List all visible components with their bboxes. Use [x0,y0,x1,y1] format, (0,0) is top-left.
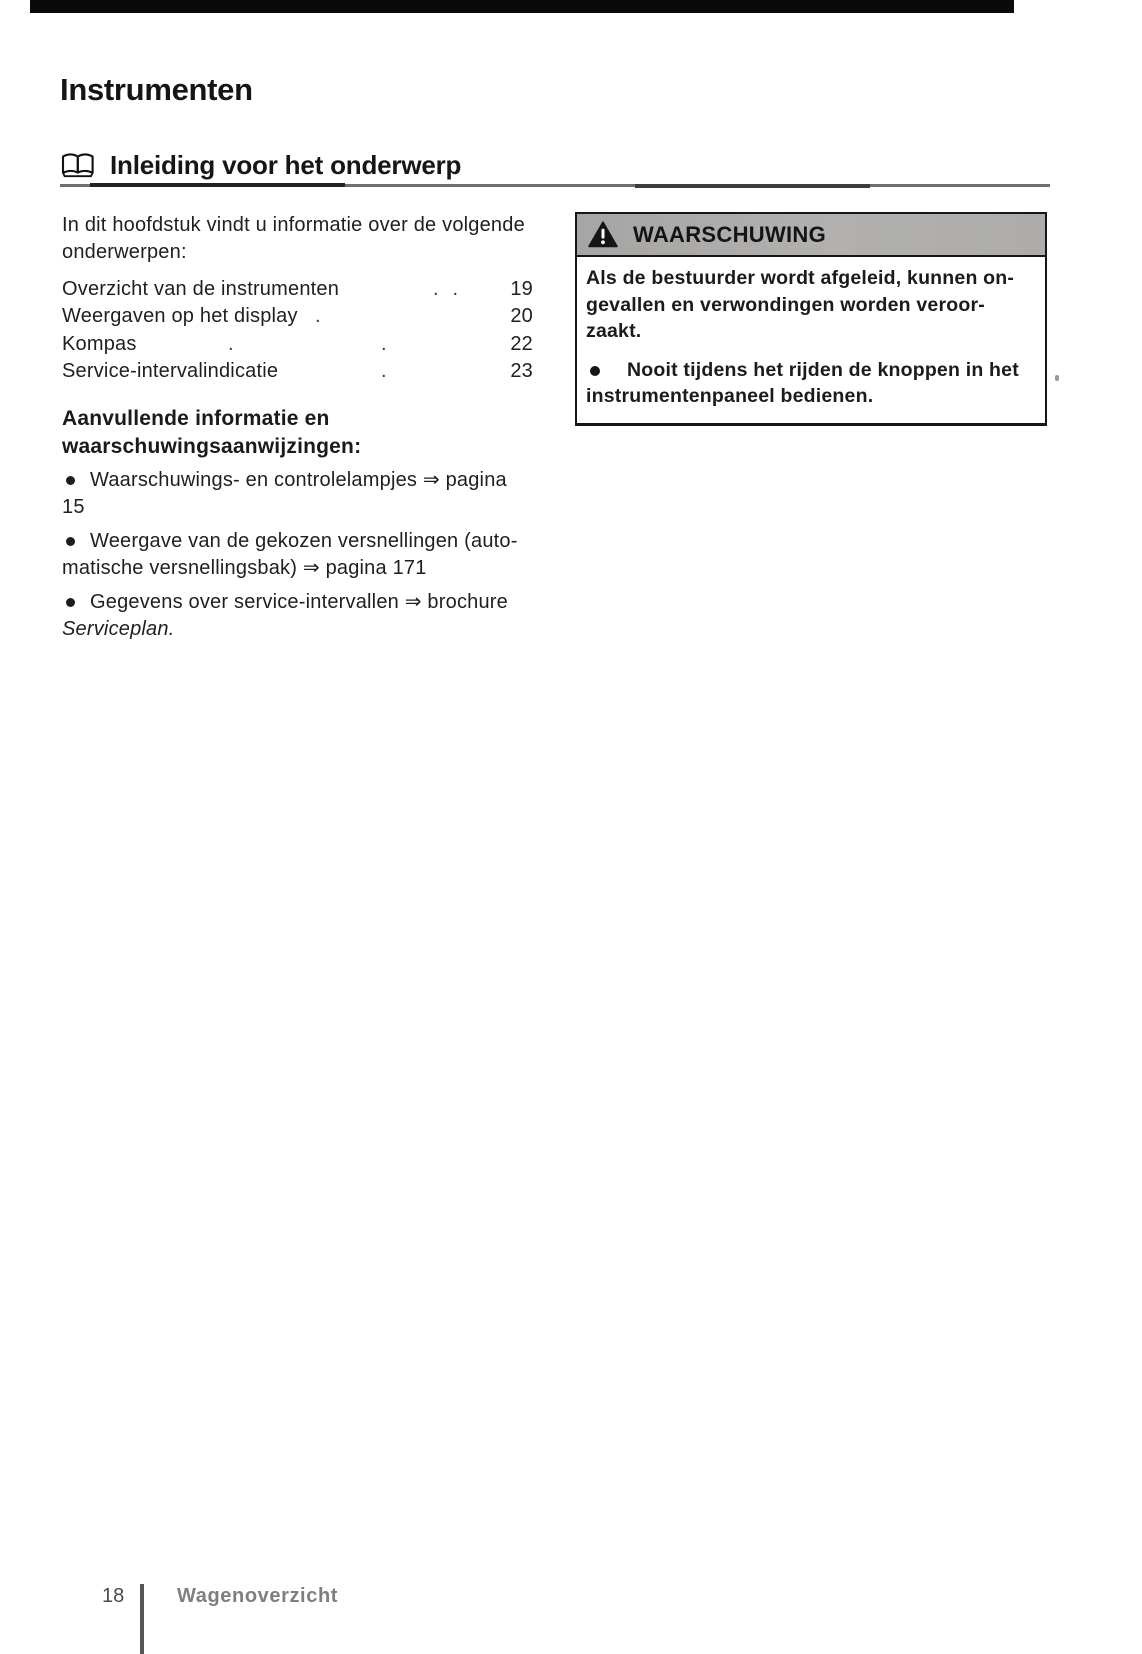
warning-body [577,257,1045,423]
toc-label: Overzicht van de instrumenten [62,278,340,300]
toc-leader-dots: . [381,360,387,383]
list-item-line: Serviceplan. [62,617,175,640]
chapter-title: Instrumenten [60,72,253,107]
heading-line: Aanvullende informatie en [62,406,330,430]
intro-line: In dit hoofdstuk vindt u informatie over de volgende [62,214,525,236]
toc-page-number: 19 [510,278,533,300]
table-of-contents [62,276,533,386]
additional-info-list [62,467,533,643]
warning-header [577,214,1045,257]
heading-rule [60,184,1050,187]
toc-row [62,331,533,358]
additional-info-heading [62,405,533,462]
warning-text-line: Als de bestuurder wordt afgeleid, kunnen on- [586,267,1015,289]
list-item [62,589,533,643]
bullet-icon [590,366,600,376]
warning-triangle-icon [588,221,618,248]
toc-leader-dots: . [228,332,234,355]
warning-title: WAARSCHUWING [633,221,827,247]
footer-divider [140,1584,144,1654]
page-top-scan-bar [30,0,1014,13]
intro-line: onderwerpen: [62,241,187,263]
list-item-line: Gegevens over service-intervallen ⇒ brochure [90,590,508,613]
warning-box [575,212,1047,426]
toc-page-number: 20 [510,305,533,328]
toc-leader-dots: . . [433,278,459,300]
intro-paragraph [62,212,533,266]
toc-label: Kompas [62,332,137,355]
bullet-icon [66,537,75,546]
list-item-line: 15 [62,495,85,518]
warning-text-line: gevallen en verwondingen worden veroor- [586,293,985,316]
toc-row [62,358,533,385]
footer-section-name: Wagenoverzicht [177,1585,339,1607]
footer-page-number: 18 [102,1585,125,1607]
warning-text-line: zaakt. [586,320,642,342]
bullet-icon [66,598,75,607]
toc-row [62,303,533,330]
list-item [62,467,533,521]
list-item [62,528,533,582]
toc-label: Service-intervalindicatie [62,360,279,383]
toc-page-number: 22 [510,332,533,355]
warning-list-item [586,357,1037,410]
toc-leader-dots: . [315,305,321,328]
section-heading [60,150,461,181]
toc-page-number: 23 [510,360,533,383]
section-title: Inleiding voor het onderwerp [110,150,462,180]
toc-row [62,276,533,303]
heading-line: waarschuwingsaanwijzingen: [62,435,362,459]
toc-leader-dots: . [381,332,387,355]
left-column [62,212,533,650]
list-item-line: Waarschuwings- en controlelampjes ⇒ pagina [90,468,507,491]
list-item-line: Weergave van de gekozen versnellingen (auto- [90,529,518,552]
open-book-icon [60,152,96,179]
bullet-icon [66,476,75,485]
warning-text-line: Nooit tijdens het rijden de knoppen in het [627,358,1019,381]
list-item-line: matische versnellingsbak) ⇒ pagina 171 [62,556,427,579]
scan-artifact [1055,375,1059,381]
toc-label: Weergaven op het display [62,305,298,328]
warning-text-line: instrumentenpaneel bedienen. [586,385,874,407]
